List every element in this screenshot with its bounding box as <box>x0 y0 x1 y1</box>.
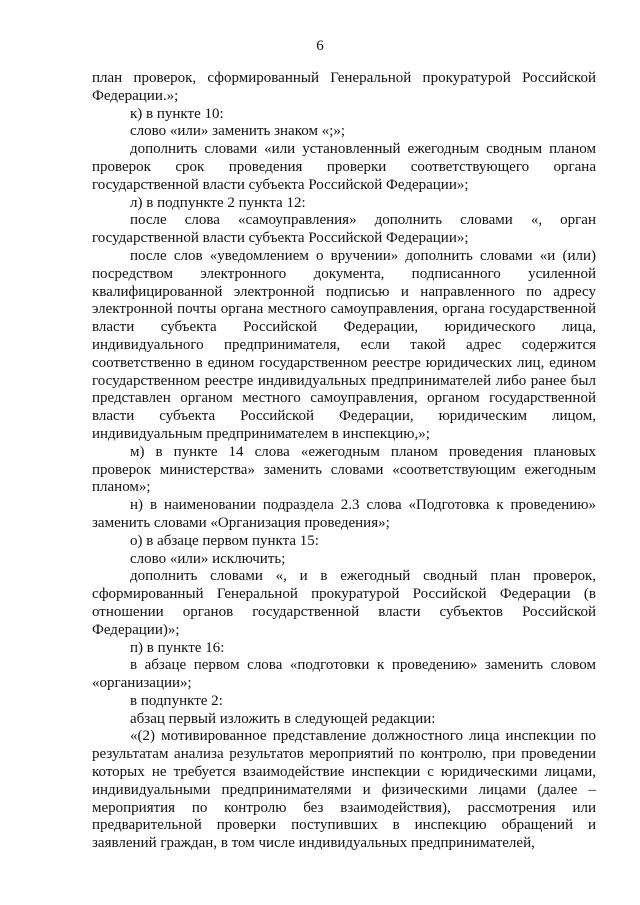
paragraph: л) в подпункте 2 пункта 12: <box>130 194 306 211</box>
paragraph: план проверок, сформированный Генеральной прокуратурой Российской Федерации.»; <box>92 70 596 104</box>
paragraph: дополнить словами «, и в ежегодный сводный план проверок, сформированный Генеральной прокуратурой Российской Федерации (в отношении органов государственной власти субъектов Российской Федерации)»; <box>92 568 596 638</box>
paragraph: м) в пункте 14 слова «ежегодным планом проведения плановых проверок министерства» заменить словами «соответствующим ежегодным планом»; <box>92 443 596 496</box>
paragraph: п) в пункте 16: <box>130 639 225 656</box>
paragraph: после слова «самоуправления» дополнить словами «, орган государственной власти субъекта Российской Федерации»; <box>92 212 596 247</box>
paragraph: слово «или» заменить знаком «;»; <box>130 123 346 140</box>
document-body <box>92 70 596 853</box>
paragraph: слово «или» исключить; <box>130 550 286 567</box>
paragraph: о) в абзаце первом пункта 15: <box>130 532 319 549</box>
paragraph: к) в пункте 10: <box>130 105 224 122</box>
paragraph: н) в наименовании подраздела 2.3 слова «Подготовка к проведению» заменить словами «Организация проведения»; <box>92 497 596 531</box>
paragraph: «(2) мотивированное представление должностного лица инспекции по результатам анализа результатов мероприятий по контролю, при проведении которых не требуется взаимодействие инспекции с юридическими лицами, индивидуальными предпринимателями и физическими лицами (далее – мероприятия по контролю без взаимодействия), рассмотрения или предварительной проверки поступивших в инспекцию обращений и заявлений граждан, в том числе индивидуальных предпринимателей, <box>92 728 596 852</box>
paragraph: абзац первый изложить в следующей редакции: <box>130 710 436 727</box>
paragraph: в подпункте 2: <box>130 692 223 709</box>
paragraph: после слов «уведомлением о вручении» дополнить словами «и (или) посредством электронного документа, подписанного усиленной квалифицированной электронной подписью и направленного по адресу электронной почты органа местного самоуправления, органа государственной власти субъекта Российской Федерации, юридического лица, индивидуального предпринимателя, если такой адрес содержится соответственно в едином государственном реестре юридических лиц, едином государственном реестре индивидуальных предпринимателей либо ранее был представлен органом местного самоуправления, органом государственной власти субъекта Российской Федерации, юридическим лицом, индивидуальным предпринимателем в инспекцию,»; <box>92 247 596 442</box>
paragraph: дополнить словами «или установленный ежегодным сводным планом проверок срок проведения проверки соответствующего органа государственной власти субъекта Российской Федерации»; <box>92 141 596 193</box>
paragraph: в абзаце первом слова «подготовки к проведению» заменить словом «организации»; <box>92 657 596 692</box>
page-number: 6 <box>316 38 324 54</box>
